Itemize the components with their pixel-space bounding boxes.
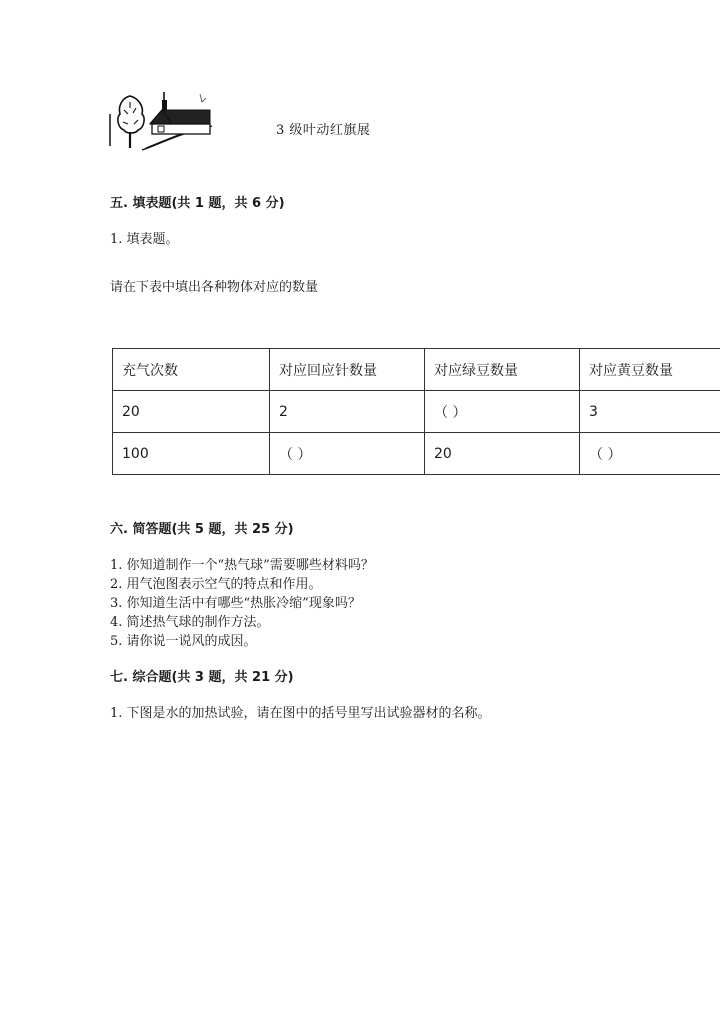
house-tree-illustration bbox=[106, 88, 216, 154]
table-header-cell: 对应黄豆数量 bbox=[580, 349, 720, 391]
section5-instruction: 请在下表中填出各种物体对应的数量 bbox=[110, 280, 319, 295]
section6-question-5: 5. 请你说一说风的成因。 bbox=[110, 634, 257, 649]
table-row bbox=[113, 391, 720, 433]
section6-question-2: 2. 用气泡图表示空气的特点和作用。 bbox=[110, 577, 322, 592]
section6-question-1: 1. 你知道制作一个“热气球”需要哪些材料吗？ bbox=[110, 558, 374, 573]
table-cell-blank: （ ） bbox=[580, 433, 720, 475]
table-row bbox=[113, 433, 720, 475]
section5-question: 1. 填表题。 bbox=[110, 232, 179, 247]
section6-question-4: 4. 简述热气球的制作方法。 bbox=[110, 615, 270, 630]
table-cell: 20 bbox=[425, 433, 580, 475]
house-tree-drawing bbox=[106, 88, 216, 154]
table-header-row bbox=[113, 349, 720, 391]
table-cell-blank: （ ） bbox=[270, 433, 425, 475]
table-cell: 20 bbox=[113, 391, 270, 433]
section6-question-3: 3. 你知道生活中有哪些“热胀冷缩”现象吗？ bbox=[110, 596, 361, 611]
table-cell: 3 bbox=[580, 391, 720, 433]
illustration-caption: 3 级叶动红旗展 bbox=[276, 123, 371, 138]
table-header-cell: 充气次数 bbox=[113, 349, 270, 391]
section5-title: 五. 填表题(共 1 题，共 6 分) bbox=[110, 196, 285, 211]
section7-question: 1. 下图是水的加热试验，请在图中的括号里写出试验器材的名称。 bbox=[110, 706, 491, 721]
table-header-cell: 对应绿豆数量 bbox=[425, 349, 580, 391]
table-cell: 100 bbox=[113, 433, 270, 475]
section7-title: 七. 综合题(共 3 题，共 21 分) bbox=[110, 670, 294, 685]
table-header-cell: 对应回应针数量 bbox=[270, 349, 425, 391]
table-cell-blank: （ ） bbox=[425, 391, 580, 433]
table-cell: 2 bbox=[270, 391, 425, 433]
section6-title: 六. 简答题(共 5 题，共 25 分) bbox=[110, 522, 294, 537]
fill-in-table bbox=[112, 348, 720, 475]
